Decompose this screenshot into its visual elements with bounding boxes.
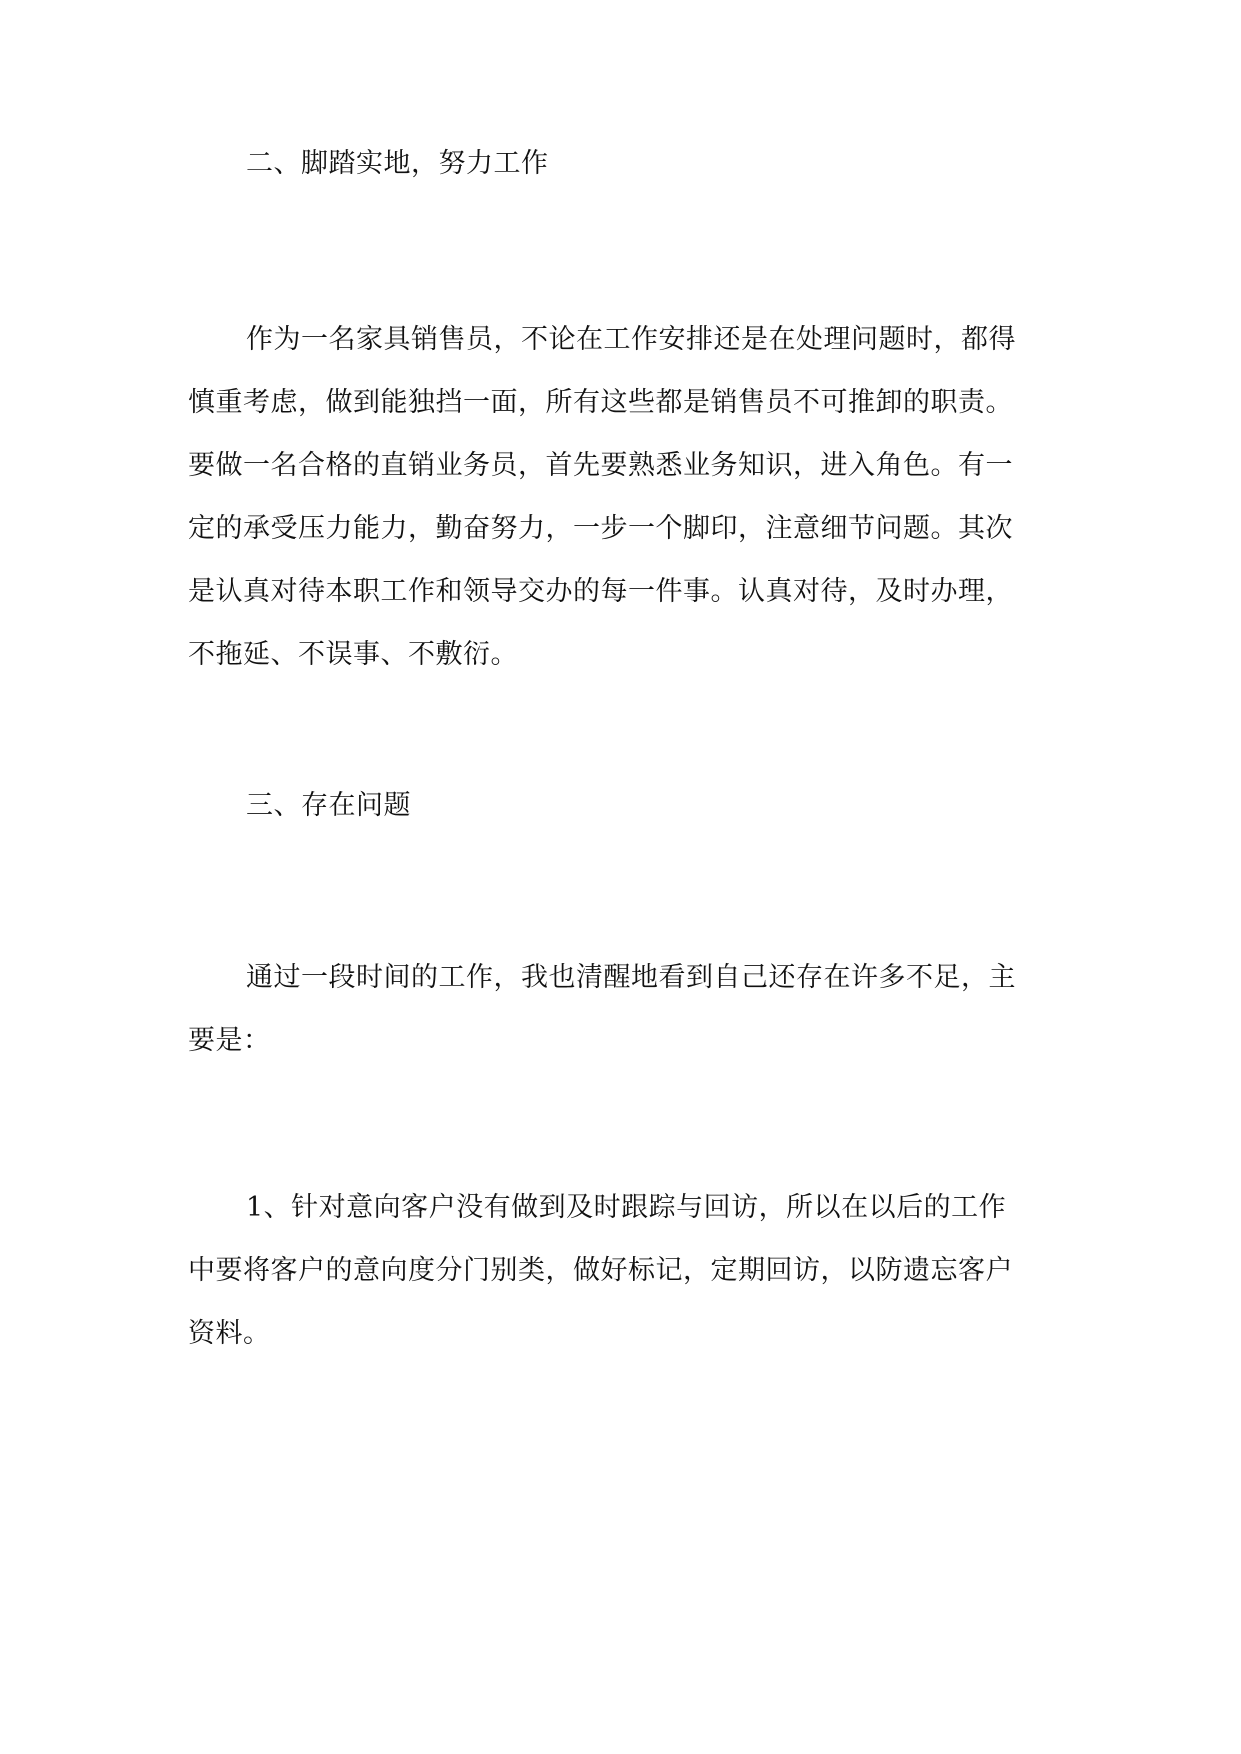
paragraph-1 xyxy=(188,308,1068,686)
heading-line: 三、存在问题 xyxy=(246,790,411,821)
paragraph-line: 慎重考虑，做到能独挡一面，所有这些都是销售员不可推卸的职责。 xyxy=(188,387,1013,418)
section-heading-3 xyxy=(188,774,1068,837)
section-heading-2 xyxy=(188,132,1068,195)
paragraph-3 xyxy=(188,1176,1068,1365)
paragraph-line: 要是： xyxy=(188,1025,271,1056)
paragraph-line: 1、针对意向客户没有做到及时跟踪与回访，所以在以后的工作 xyxy=(246,1192,1007,1223)
paragraph-2 xyxy=(188,946,1068,1072)
paragraph-line: 不拖延、不误事、不敷衍。 xyxy=(188,639,518,670)
heading-line: 二、脚踏实地，努力工作 xyxy=(246,148,549,179)
paragraph-line: 通过一段时间的工作，我也清醒地看到自己还存在许多不足，主 xyxy=(246,962,1016,993)
paragraph-line: 是认真对待本职工作和领导交办的每一件事。认真对待，及时办理， xyxy=(188,576,1013,607)
paragraph-line: 中要将客户的意向度分门别类，做好标记，定期回访，以防遗忘客户 xyxy=(188,1255,1013,1286)
paragraph-line: 作为一名家具销售员，不论在工作安排还是在处理问题时，都得 xyxy=(246,324,1016,355)
paragraph-line: 要做一名合格的直销业务员，首先要熟悉业务知识，进入角色。有一 xyxy=(188,450,1013,481)
paragraph-line: 资料。 xyxy=(188,1318,271,1349)
paragraph-line: 定的承受压力能力，勤奋努力，一步一个脚印，注意细节问题。其次 xyxy=(188,513,1013,544)
